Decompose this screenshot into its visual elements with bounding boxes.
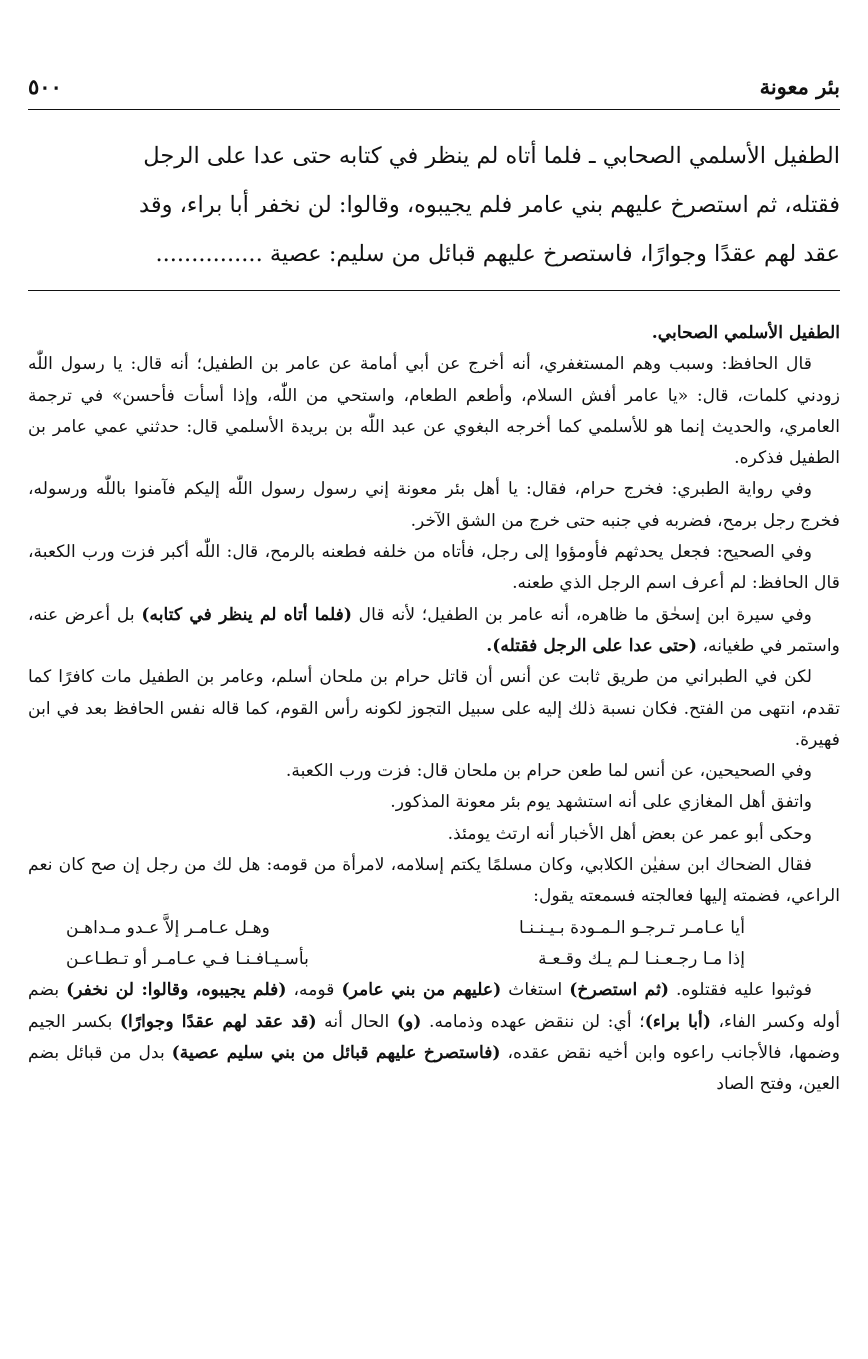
- plain-text: بكسر الجيم وضمها، فالأجانب راعوه وابن أخيه نقض عقده،: [28, 1011, 840, 1063]
- plain-text: بضم أوله وكسر الفاء،: [28, 980, 840, 1032]
- poem-verse: [28, 944, 840, 975]
- plain-text: فوثبوا عليه فقتلوه.: [669, 980, 813, 1001]
- page-header: [28, 66, 840, 106]
- commentary-paragraph: وفي الصحيحين، عن أنس لما طعن حرام بن ملحان قال: فزت ورب الكعبة.: [285, 761, 812, 782]
- verse-first-hemistich: إذا مـا رجـعـنـا لـم يـك وقـعـة: [538, 948, 745, 969]
- commentary-paragraph: واتفق أهل المغازي على أنه استشهد يوم بئر معونة المذكور.: [390, 792, 812, 813]
- plain-text: الحال أنه: [316, 1011, 397, 1032]
- quoted-matn: (فاستصرخ عليهم قبائل من بني سليم عصية): [171, 1042, 501, 1063]
- commentary-paragraph: وفي رواية الطبري: فخرج حرام، فقال: يا أهل بئر معونة إني رسول رسول اللّٰه إليكم فآمنوا باللّٰه ورسوله، فخرج رجل برمح، فضربه في جنبه حتى خرج من الشق الآخر.: [28, 479, 840, 531]
- commentary-heading: الطفيل الأسلمي الصحابي.: [651, 323, 840, 343]
- main-text-line: عقد لهم عقدًا وجوارًا، فاستصرخ عليهم قبائل من سليم: عصية ...............: [155, 241, 840, 267]
- commentary-paragraph: لكن في الطبراني من طريق ثابت عن أنس أن قاتل حرام بن ملحان أسلم، وعامر بن الطفيل مات كافرًا كما تقدم، انتهى من الفتح. فكان نسبة ذلك إليه على سبيل التجوز لكونه رأس القوم، كما قاله نفس الحافظ بعد في ابن فهيرة.: [28, 667, 840, 750]
- page-number: ٥٠٠: [28, 73, 62, 99]
- commentary-paragraph: [28, 975, 840, 1100]
- poem: [28, 913, 840, 976]
- quoted-matn: (فلم يجيبوه، وقالوا: لن نخفر): [66, 980, 287, 1001]
- quoted-matn: (فلما أتاه لم ينظر في كتابه): [141, 604, 352, 625]
- poem-verse: [28, 913, 840, 944]
- commentary-paragraph: وحكى أبو عمر عن بعض أهل الأخبار أنه ارتث يومئذ.: [447, 823, 812, 844]
- plain-text: استغاث: [501, 980, 570, 1001]
- commentary-paragraph: قال الحافظ: وسبب وهم المستغفري، أنه أخرج عن أبي أمامة عن عامر بن الطفيل؛ أنه قال: يا رسول اللّٰه زودني كلمات، قال: «يا عامر أفش السلام، وأطعم الطعام، واستحي من اللّٰه، وإذا أسأت فأحسن» في ترجمة العامري، والحديث إنما هو للأسلمي كما أخرجه البغوي عن عبد اللّٰه بن بريدة الأسلمي قال: حدثني عمي عامر بن الطفيل فذكره.: [28, 354, 840, 469]
- verse-second-hemistich: بأسـيـافـنـا فـي عـامـر أو تـطـاعـن: [66, 948, 309, 969]
- header-rule: [28, 109, 840, 110]
- quoted-matn: (أبا براء): [644, 1011, 711, 1032]
- quoted-matn: (و): [396, 1011, 422, 1032]
- verse-second-hemistich: وهـل عـامـر إلاَّ عـدو مـداهـن: [66, 917, 270, 938]
- quoted-matn: (ثم استصرخ): [569, 980, 670, 1001]
- plain-text: قومه،: [286, 980, 342, 1001]
- commentary-paragraph: [28, 600, 840, 663]
- quoted-matn: (عليهم من بني عامر): [341, 980, 502, 1001]
- main-text-line: الطفيل الأسلمي الصحابي ـ فلما أتاه لم ينظر في كتابه حتى عدا على الرجل: [143, 143, 840, 169]
- main-text: [28, 132, 840, 279]
- plain-text: بل أعرض عنه، واستمر في طغيانه،: [28, 604, 840, 656]
- plain-text: بدل من قبائل بضم العين، وفتح الصاد: [28, 1042, 840, 1095]
- plain-text: ؛ أي: لن ننقض عهده وذمامه.: [421, 1011, 645, 1032]
- plain-text: وفي سيرة ابن إسحٰق ما ظاهره، أنه عامر بن الطفيل؛ لأنه قال: [351, 604, 812, 625]
- quoted-matn: (قد عقد لهم عقدًا وجوارًا): [119, 1011, 317, 1032]
- main-text-line: فقتله، ثم استصرخ عليهم بني عامر فلم يجيبوه، وقالوا: لن نخفر أبا براء، وقد: [139, 192, 840, 218]
- separator-rule: [28, 290, 840, 291]
- commentary-paragraph: وفي الصحيح: فجعل يحدثهم فأومؤوا إلى رجل، فأتاه من خلفه فطعنه بالرمح، قال: اللّٰه أكبر فزت ورب الكعبة، قال الحافظ: لم أعرف اسم الرجل الذي طعنه.: [28, 542, 840, 594]
- quoted-matn: (حتى عدا على الرجل فقتله).: [486, 635, 698, 656]
- commentary: [28, 318, 840, 1100]
- commentary-paragraph: فقال الضحاك ابن سفيٰن الكلابي، وكان مسلمًا يكتم إسلامه، لامرأة من قومه: هل لك من رجل إن صح كان نعم الراعي، فضمته إليها فعالجته فسمعته يقول:: [28, 855, 840, 907]
- verse-first-hemistich: أيا عـامـر تـرجـو الـمـودة بـيـنـنـا: [518, 917, 745, 938]
- chapter-title: بئر معونة: [759, 73, 840, 99]
